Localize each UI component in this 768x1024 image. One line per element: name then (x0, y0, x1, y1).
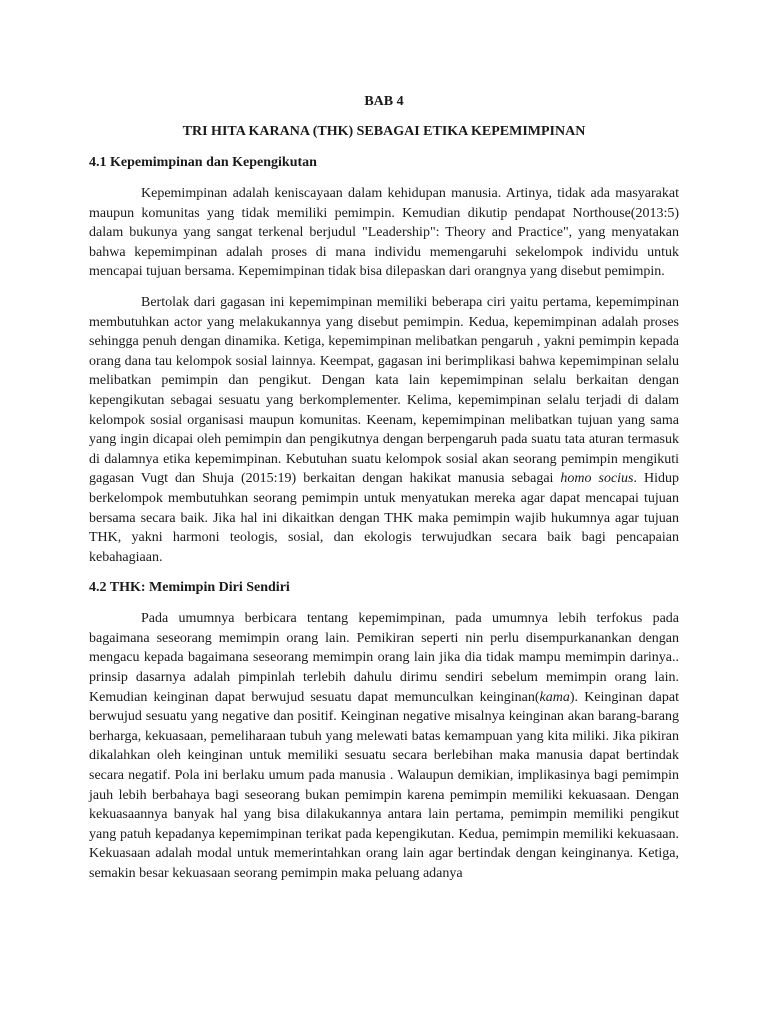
paragraph-text: Pada umumnya berbicara tentang kepemimpinan, pada umumnya lebih terfokus pada bagaimana seseorang memimpin orang lain. Pemikiran seperti nin perlu disempurkanankan dengan mengacu kepada bagaimana seseorang memimpin orang lain jika dia tidak mampu memimpin darinya.. prinsip dasarnya adalah pimpinlah terlebih dahulu dirimu sendiri sebelum memimpin orang lain. Kemudian keinginan dapat berwujud sesuatu dapat memunculkan keinginan( (89, 611, 679, 705)
paragraph-text: Kepemimpinan adalah keniscayaan dalam kehidupan manusia. Artinya, tidak ada masyarakat maupun komunitas yang tidak memiliki pemimpin. Kemudian dikutip pendapat Northouse(2013:5) dalam bukunya yang sangat terkenal berjudul "Leadership": Theory and Practice", yang menyatakan bahwa kepemimpinan adalah proses di mana individu memengaruhi sekelompok individu untuk mencapai tujuan bersama. Kepemimpinan tidak bisa dilepaskan dari orangnya yang disebut pemimpin. (89, 186, 679, 280)
document-page (89, 92, 679, 895)
italic-term: kama (539, 689, 570, 705)
chapter-number: BAB 4 (364, 94, 404, 109)
chapter-title: TRI HITA KARANA (THK) SEBAGAI ETIKA KEPEMIMPINAN (182, 124, 586, 139)
section-heading-4-1: 4.1 Kepemimpinan dan Kepengikutan (89, 155, 317, 170)
section-heading-4-2: 4.2 THK: Memimpin Diri Sendiri (89, 580, 290, 596)
paragraph-text: ). Keinginan dapat berwujud sesuatu yang negative dan positif. Keinginan negative misalnya keinginan akan barang-barang berharga, kekuasaan, pemeliharaan tubuh yang melewati batas kemampuan yang kita miliki. Jika pikiran dikalahkan oleh keinginan untuk memiliki sesuatu secara berlebihan maka manusia dapat bertindak secara negatif. Pola ini berlaku umum pada manusia . Walaupun demikian, implikasinya bagi pemimpin jauh lebih berbahaya bagi seseorang bukan pemimpin karena pemimpin memiliki kekuasaan. Dengan kekuasaannya banyak hal yang bisa dilakukannya antara lain pertama, pemimpin memiliki pengikut yang patuh kepadanya kepemimpinan terikat pada kepengikutan. Kedua, pemimpin memiliki kekuasaan. Kekuasaan adalah modal untuk memerintahkan orang lain agar bertindak dengan keinginanya. Ketiga, semakin besar kekuasaan seorang pemimpin maka peluang adanya (89, 689, 679, 881)
paragraph (89, 293, 679, 567)
paragraph-text: Bertolak dari gagasan ini kepemimpinan memiliki beberapa ciri yaitu pertama, kepemimpinan membutuhkan actor yang melakukannya yang disebut pemimpin. Kedua, kepemimpinan adalah proses sehingga penuh dengan dinamika. Ketiga, kepemimpinan melibatkan pengaruh , yakni pemimpin kepada orang dana tau kelompok sosial lainnya. Keempat, gagasan ini berimplikasi bahwa kepemimpinan selalu melibatkan pemimpin dan pengikut. Dengan kata lain kepemimpinan selalu berkaitan dengan kepengikutan sebagai sesuatu yang berkomplementer. Kelima, kepemimpinan selalu terjadi di dalam kelompok sosial organisasi maupun komunitas. Keenam, kepemimpinan melibatkan tujuan yang sama yang ingin dicapai oleh pemimpin dan pengikutnya dengan berpengaruh pada suatu tata aturan termasuk di dalamnya etika kepemimpinan. Kebutuhan suatu kelompok sosial akan seorang pemimpin mengikuti gagasan Vugt dan Shuja (2015:19) berkaitan dengan hakikat manusia sebagai (89, 294, 679, 487)
paragraph-text: . Hidup berkelompok membutuhkan seorang pemimpin untuk menyatukan mereka agar dapat mencapai tujuan bersama secara baik. Jika hal ini dikaitkan dengan THK maka pemimpin wajib hukumnya agar tujuan THK, yakni harmoni teologis, sosial, dan ekologis terwujudkan secara baik bagi pencapaian kebahagiaan. (89, 471, 679, 565)
paragraph (89, 609, 679, 883)
paragraph (89, 184, 679, 282)
italic-term: homo socius (560, 471, 634, 487)
